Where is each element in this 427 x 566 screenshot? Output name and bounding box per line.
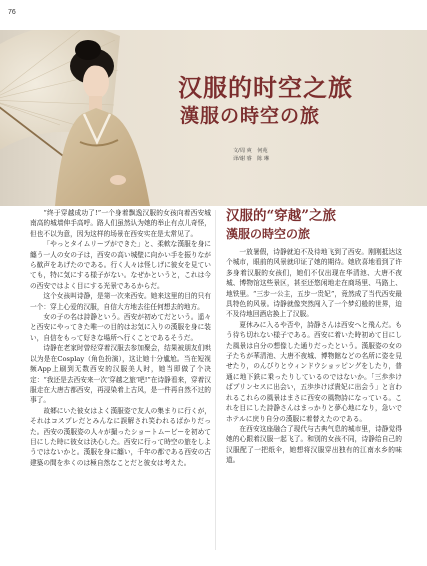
credits <box>233 147 269 163</box>
section-subtitle: 漢服の時空の旅 <box>226 227 311 241</box>
paragraph: 夏休みに入るや否や，詩静さんは西安へと飛んだ。もう待ち切れない様子である。西安に着いた時初めて目にした風景は自分の想像した通りだったという。漢服姿の女の子たちが華清池、大唐不夜城、博物館などの名所に姿を見せたり，のんびりとウィンドウショッピングをしたり，普通に地下鉄に乗ったりしているのではないか。「三歩歩けばプリンセスに出会い，五歩歩けば貴妃に出会う」と言われるこれらの風景はまさに西安の風物詩になっている。これを目にした詩静さんはまっかりと夢心地になり，急いでホテルに戻り自分の漢服に着替えたのである。 <box>226 320 402 423</box>
page-subtitle: 漢服の時空の旅 <box>180 105 321 127</box>
section-title: 汉服的“穿越”之旅 <box>226 208 337 224</box>
left-column <box>30 208 211 468</box>
paragraph: 故郷にいた彼女はよく漢服姿で友人の集まりに行くが，それはコスプレだとみんなに誤解され笑われるばかりだった。西安の漢服姿の人々が撮ったショートムービーを初めて目にした時に彼女は決心した。西安に行って時空の旅をしようではないかと。漢服を身に纏い，千年の都である西安の古建築の間を歩くのは極自然なことだと彼女は考えた。 <box>30 406 211 467</box>
paragraph: “终于穿越成功了!”一个身着飘逸汉服的女孩向着西安城南高的城墙伸手高呼。路人们虽然认为她的举止有点儿奇怪，但也不以为意，因为这样的场景在西安实在是太常见了。 <box>30 209 211 238</box>
column-divider <box>215 210 216 550</box>
paragraph: 一放暑假，诗静就迫不及待地飞到了西安。刚刚抵达这个城市，眼前的风景就印证了她的期待。她欣喜地看到了许多身着汉服的女孩们，她们不仅出现在华清池、大唐不夜城、博物馆这些景区，甚至还悠闲地走在商场里、马路上、地铁里。“三步一公主，五步一贵妃”，竟然成了当代西安最具特色的风景。诗静就像突然闯入了一个梦幻般的世界，迫不及待地回酒店换上了汉服。 <box>226 248 402 319</box>
page-number: 76 <box>8 9 16 16</box>
translator-credit: 译/谢 睿 陈 琳 <box>233 156 270 162</box>
paragraph: 诗静在老家时曾经穿着汉服去参加聚会，结果被朋友们哄以为是在Cosplay（角色扮演），这让她十分尴尬。当在短视频App上刷到无数西安的汉服美人时，她当即做了个决定：“我还是去西安来一次‘穿越之旅’吧!”在诗静看来，穿着汉服走在大唐古都西安，再浸染着上古风，是一件再自然不过的事了。 <box>30 344 211 405</box>
page-title: 汉服的时空之旅 <box>178 73 353 102</box>
right-column <box>226 208 402 466</box>
face <box>83 65 109 99</box>
author-credit: 文/周 爽 何苑 <box>233 148 268 154</box>
paragraph: 「やっとタイムリープができた」と、柔軟な漢服を身に纏う一人の女の子は，西安の高い城壁に向かい手を振りながら歓声をあげたのである。行く人々は怪しげに彼女を見ていても，特に気にする様子がない。なぜかというと，これは今の西安ではよく目にする光景であるからだ。 <box>30 240 211 290</box>
hero-banner <box>0 30 427 206</box>
paragraph: 女の子の名は詩静という。西安が初めてだという。遥々と西安にやってきた唯一の目的はお気に入りの漢服を身に装い，自信をもって好きな場所へ行くことであるそうだ。 <box>30 313 211 342</box>
paragraph: 在西安这座融合了现代与古典气息的城市里，诗静觉得她的心跟着汉服一起飞了。和别的女孩不同，诗静给自己的汉服配了一把纸伞，她想将汉服穿出独有的江南水乡的味道。 <box>226 424 402 465</box>
paragraph: 这个女孩叫诗静，是第一次来西安。她来这里的目的只有一个：穿上心爱的汉服，自信大方地去往任何想去的地方。 <box>30 292 211 311</box>
